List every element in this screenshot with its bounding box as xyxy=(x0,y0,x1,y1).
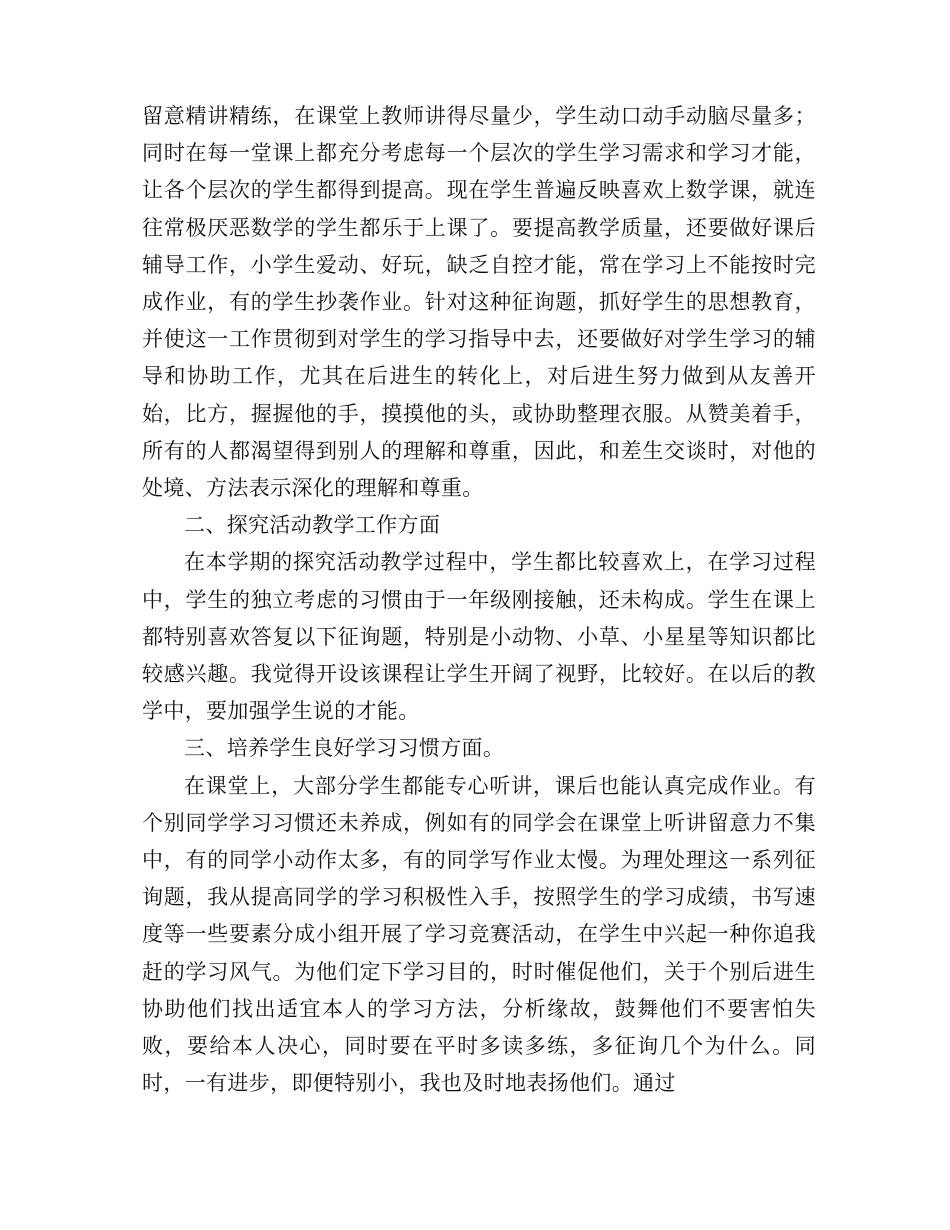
paragraph-teaching-methods: 留意精讲精练，在课堂上教师讲得尽量少，学生动口动手动脑尽量多；同时在每一堂课上都充分考虑每一个层次的学生学习需求和学习才能，让各个层次的学生都得到提高。现在学生普遍反映喜欢上数学课，就连往常极厌恶数学的学生都乐于上课了。要提高教学质量，还要做好课后辅导工作，小学生爱动、好玩，缺乏自控才能，常在学习上不能按时完成作业，有的学生抄袭作业。针对这种征询题，抓好学生的思想教育，并使这一工作贯彻到对学生的学习指导中去，还要做好对学生学习的辅导和协助工作，尤其在后进生的转化上，对后进生努力做到从友善开始，比方，握握他的手，摸摸他的头，或协助整理衣服。从赞美着手，所有的人都渴望得到别人的理解和尊重，因此，和差生交谈时，对他的处境、方法表示深化的理解和尊重。 xyxy=(142,104,816,501)
paragraph-study-habits: 在课堂上，大部分学生都能专心听讲，课后也能认真完成作业。有个别同学学习习惯还未养成，例如有的同学会在课堂上听讲留意力不集中，有的同学小动作太多，有的同学写作业太慢。为理处理这一系列征询题，我从提高同学的学习积极性入手，按照学生的学习成绩，书写速度等一些要素分成小组开展了学习竞赛活动，在学生中兴起一种你追我赶的学习风气。为他们定下学习目的，时时催促他们，关于个别后进生协助他们找出适宜本人的学习方法，分析缘故，鼓舞他们不要害怕失败，要给本人决心，同时要在平时多读多练，多征询几个为什么。同时，一有进步，即便特别小，我也及时地表扬他们。通过 xyxy=(142,773,816,1096)
section-heading-study-habits: 三、培养学生良好学习习惯方面。 xyxy=(184,736,505,761)
paragraph-inquiry-activities: 在本学期的探究活动教学过程中，学生都比较喜欢上，在学习过程中，学生的独立考虑的习惯由于一年级刚接触，还未构成。学生在课上都特别喜欢答复以下征询题，特别是小动物、小草、小星星等知识都比较感兴趣。我觉得开设该课程让学生开阔了视野，比较好。在以后的教学中，要加强学生说的才能。 xyxy=(142,550,816,724)
document-body xyxy=(142,98,816,1102)
section-heading-inquiry-activities: 二、探究活动教学工作方面 xyxy=(184,513,441,538)
